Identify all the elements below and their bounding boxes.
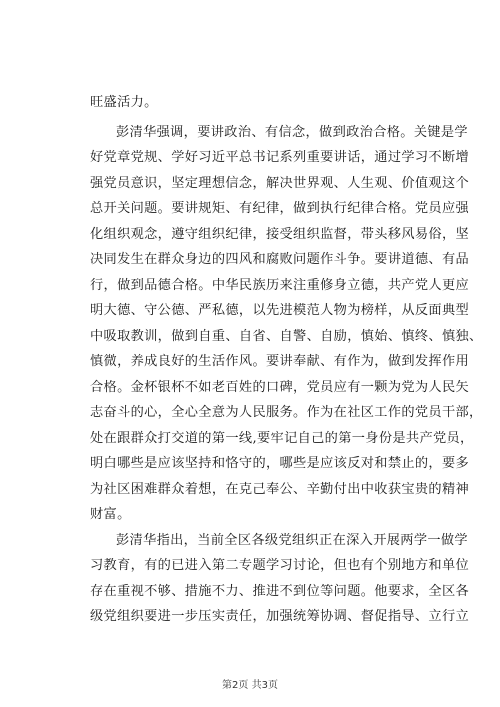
paragraph-line: 明白哪些是应该坚持和恪守的，哪些是应该反对和禁止的，要多 xyxy=(90,456,470,471)
paragraph-line: 决同发生在群众身边的四风和腐败问题作斗争。要讲道德、有品 xyxy=(90,252,470,267)
paragraph-line: 彭清华强调，要讲政治、有信念，做到政治合格。关键是学 xyxy=(116,124,468,140)
paragraph-line: 级党组织要进一步压实责任，加强统筹协调、督促指导、立行立 xyxy=(90,609,470,624)
paragraph-line: 为社区困难群众着想，在克己奉公、辛勤付出中收获宝贵的精神 xyxy=(90,481,470,497)
paragraph-line: 彭清华指出，当前全区各级党组织正在深入开展两学一做学 xyxy=(116,532,468,548)
paragraph-line: 习教育，有的已进入第二专题学习讨论，但也有个别地方和单位 xyxy=(90,558,470,573)
paragraph-line: 处在跟群众打交道的第一线,要牢记自己的第一身份是共产党员， xyxy=(90,430,474,446)
paragraph-line: 化组织观念，遵守组织纪律，接受组织监督，带头移风易俗，坚 xyxy=(90,226,470,242)
paragraph-line: 财富。 xyxy=(90,507,131,522)
paragraph-line: 好党章党规、学好习近平总书记系列重要讲话，通过学习不断增 xyxy=(90,150,470,165)
paragraph-line: 中吸取教训，做到自重、自省、自警、自励，慎始、慎终、慎独、 xyxy=(90,328,483,344)
paragraph xyxy=(90,120,483,528)
paragraph-line: 行，做到品德合格。中华民族历来注重修身立德，共产党人更应 xyxy=(90,277,470,293)
paragraph xyxy=(90,90,426,116)
paragraph xyxy=(90,528,470,630)
document-body xyxy=(90,90,483,630)
paragraph-line: 旺盛活力。 xyxy=(90,95,158,110)
paragraph-line: 明大德、守公德、严私德，以先进模范人物为榜样，从反面典型 xyxy=(90,303,470,318)
paragraph-line: 合格。金杯银杯不如老百姓的口碑，党员应有一颗为党为人民矢 xyxy=(90,379,470,395)
paragraph-line: 志奋斗的心，全心全意为人民服务。作为在社区工作的党员干部， xyxy=(90,405,483,420)
paragraph-line: 总开关问题。要讲规矩、有纪律，做到执行纪律合格。党员应强 xyxy=(90,201,470,216)
paragraph-line: 存在重视不够、措施不力、推进不到位等问题。他要求，全区各 xyxy=(90,583,470,599)
paragraph-line: 强党员意识，坚定理想信念，解决世界观、人生观、价值观这个 xyxy=(90,175,470,191)
paragraph-line: 慎微，养成良好的生活作风。要讲奉献、有作为，做到发挥作用 xyxy=(90,354,470,369)
page-number-footer: 第2页 共3页 xyxy=(222,680,278,691)
